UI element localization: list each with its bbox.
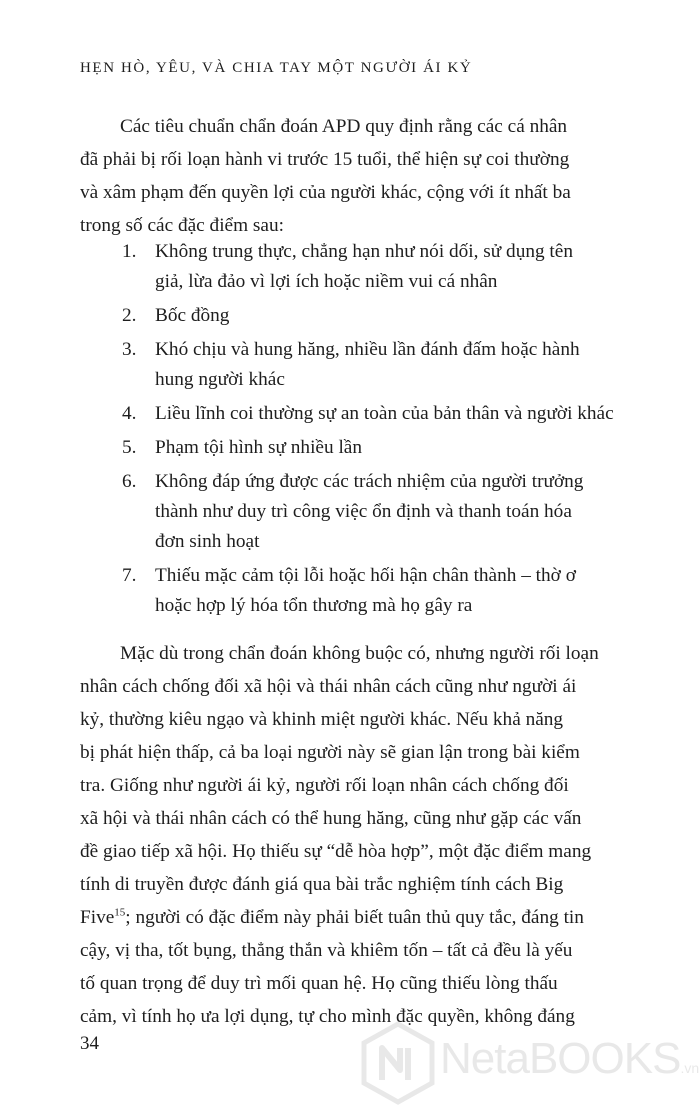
- item-text-line: giả, lừa đảo vì lợi ích hoặc niềm vui cá nhân: [155, 271, 498, 292]
- item-text-line: Bốc đồng: [155, 305, 230, 326]
- text-line: cảm, vì tính họ ưa lợi dụng, tự cho mình đặc quyền, không đáng: [80, 1006, 575, 1027]
- item-text-line: hoặc hợp lý hóa tổn thương mà họ gây ra: [155, 595, 473, 616]
- text-line: nhân cách chống đối xã hội và thái nhân cách cũng như người ái: [80, 676, 577, 697]
- neta-logo-icon: [358, 1018, 438, 1108]
- watermark-suffix: .vn: [680, 1060, 700, 1076]
- criteria-item: [80, 399, 668, 429]
- item-text-line: Liều lĩnh coi thường sự an toàn của bản thân và người khác: [155, 403, 614, 424]
- item-text-line: Khó chịu và hung hăng, nhiều lần đánh đấm hoặc hành: [155, 339, 580, 360]
- item-number: 3.: [122, 339, 137, 360]
- item-number: 4.: [122, 403, 137, 424]
- criteria-item: [80, 237, 668, 297]
- text-line: tính di truyền được đánh giá qua bài trắc nghiệm tính cách Big: [80, 874, 564, 895]
- footnote-line: [80, 901, 668, 934]
- item-text-line: hung người khác: [155, 369, 285, 390]
- watermark-brand-text: NetaBOOKS: [440, 1034, 681, 1083]
- text-line: đã phải bị rối loạn hành vi trước 15 tuổi, thể hiện sự coi thường: [80, 149, 570, 170]
- item-number: 7.: [122, 565, 137, 586]
- running-title: HẸN HÒ, YÊU, VÀ CHIA TAY MỘT NGƯỜI ÁI KỶ: [80, 60, 473, 76]
- watermark: [358, 1018, 700, 1108]
- item-text-line: thành như duy trì công việc ổn định và thanh toán hóa: [155, 501, 572, 522]
- page-number: 34: [80, 1033, 99, 1054]
- criteria-item: [80, 467, 668, 557]
- text-line: bị phát hiện thấp, cả ba loại người này sẽ gian lận trong bài kiểm: [80, 742, 580, 763]
- criteria-item: [80, 301, 668, 331]
- item-text-line: Thiếu mặc cảm tội lỗi hoặc hối hận chân thành – thờ ơ: [155, 565, 576, 586]
- text-line: kỷ, thường kiêu ngạo và khinh miệt người khác. Nếu khả năng: [80, 709, 564, 730]
- item-number: 6.: [122, 471, 137, 492]
- item-text-line: Không đáp ứng được các trách nhiệm của người trưởng: [155, 471, 584, 492]
- text-line: và xâm phạm đến quyền lợi của người khác, cộng với ít nhất ba: [80, 182, 571, 203]
- criteria-item: [80, 335, 668, 395]
- text-line: tra. Giống như người ái kỷ, người rối loạn nhân cách chống đối: [80, 775, 569, 796]
- item-number: 1.: [122, 241, 137, 262]
- item-text-line: đơn sinh hoạt: [155, 531, 260, 552]
- text-line: Các tiêu chuẩn chẩn đoán APD quy định rằng các cá nhân: [120, 116, 568, 137]
- criteria-item: [80, 433, 668, 463]
- footnote-ref[interactable]: 15: [114, 906, 126, 919]
- text-line: xã hội và thái nhân cách có thể hung hăng, cũng như gặp các vấn: [80, 808, 582, 829]
- item-number: 2.: [122, 305, 137, 326]
- body-paragraph: [80, 637, 668, 1033]
- text-line: tố quan trọng để duy trì mối quan hệ. Họ cũng thiếu lòng thấu: [80, 973, 558, 994]
- text-line: Mặc dù trong chẩn đoán không buộc có, nhưng người rối loạn: [120, 643, 599, 664]
- text-line: đề giao tiếp xã hội. Họ thiếu sự “dễ hòa hợp”, một đặc điểm mang: [80, 841, 592, 862]
- criteria-item: [80, 561, 668, 621]
- watermark-brand: [440, 1034, 699, 1084]
- intro-paragraph: [80, 110, 668, 242]
- text-line: trong số các đặc điểm sau:: [80, 215, 284, 236]
- footnote-line-start: Five: [80, 907, 115, 928]
- item-text-line: Không trung thực, chẳng hạn như nói dối, sử dụng tên: [155, 241, 573, 262]
- footnote-line-end: ; người có đặc điểm này phải biết tuân thủ quy tắc, đáng tin: [125, 907, 584, 928]
- criteria-list: [80, 237, 668, 621]
- item-number: 5.: [122, 437, 137, 458]
- text-line: cậy, vị tha, tốt bụng, thẳng thắn và khiêm tốn – tất cả đều là yếu: [80, 940, 573, 961]
- item-text-line: Phạm tội hình sự nhiều lần: [155, 437, 363, 458]
